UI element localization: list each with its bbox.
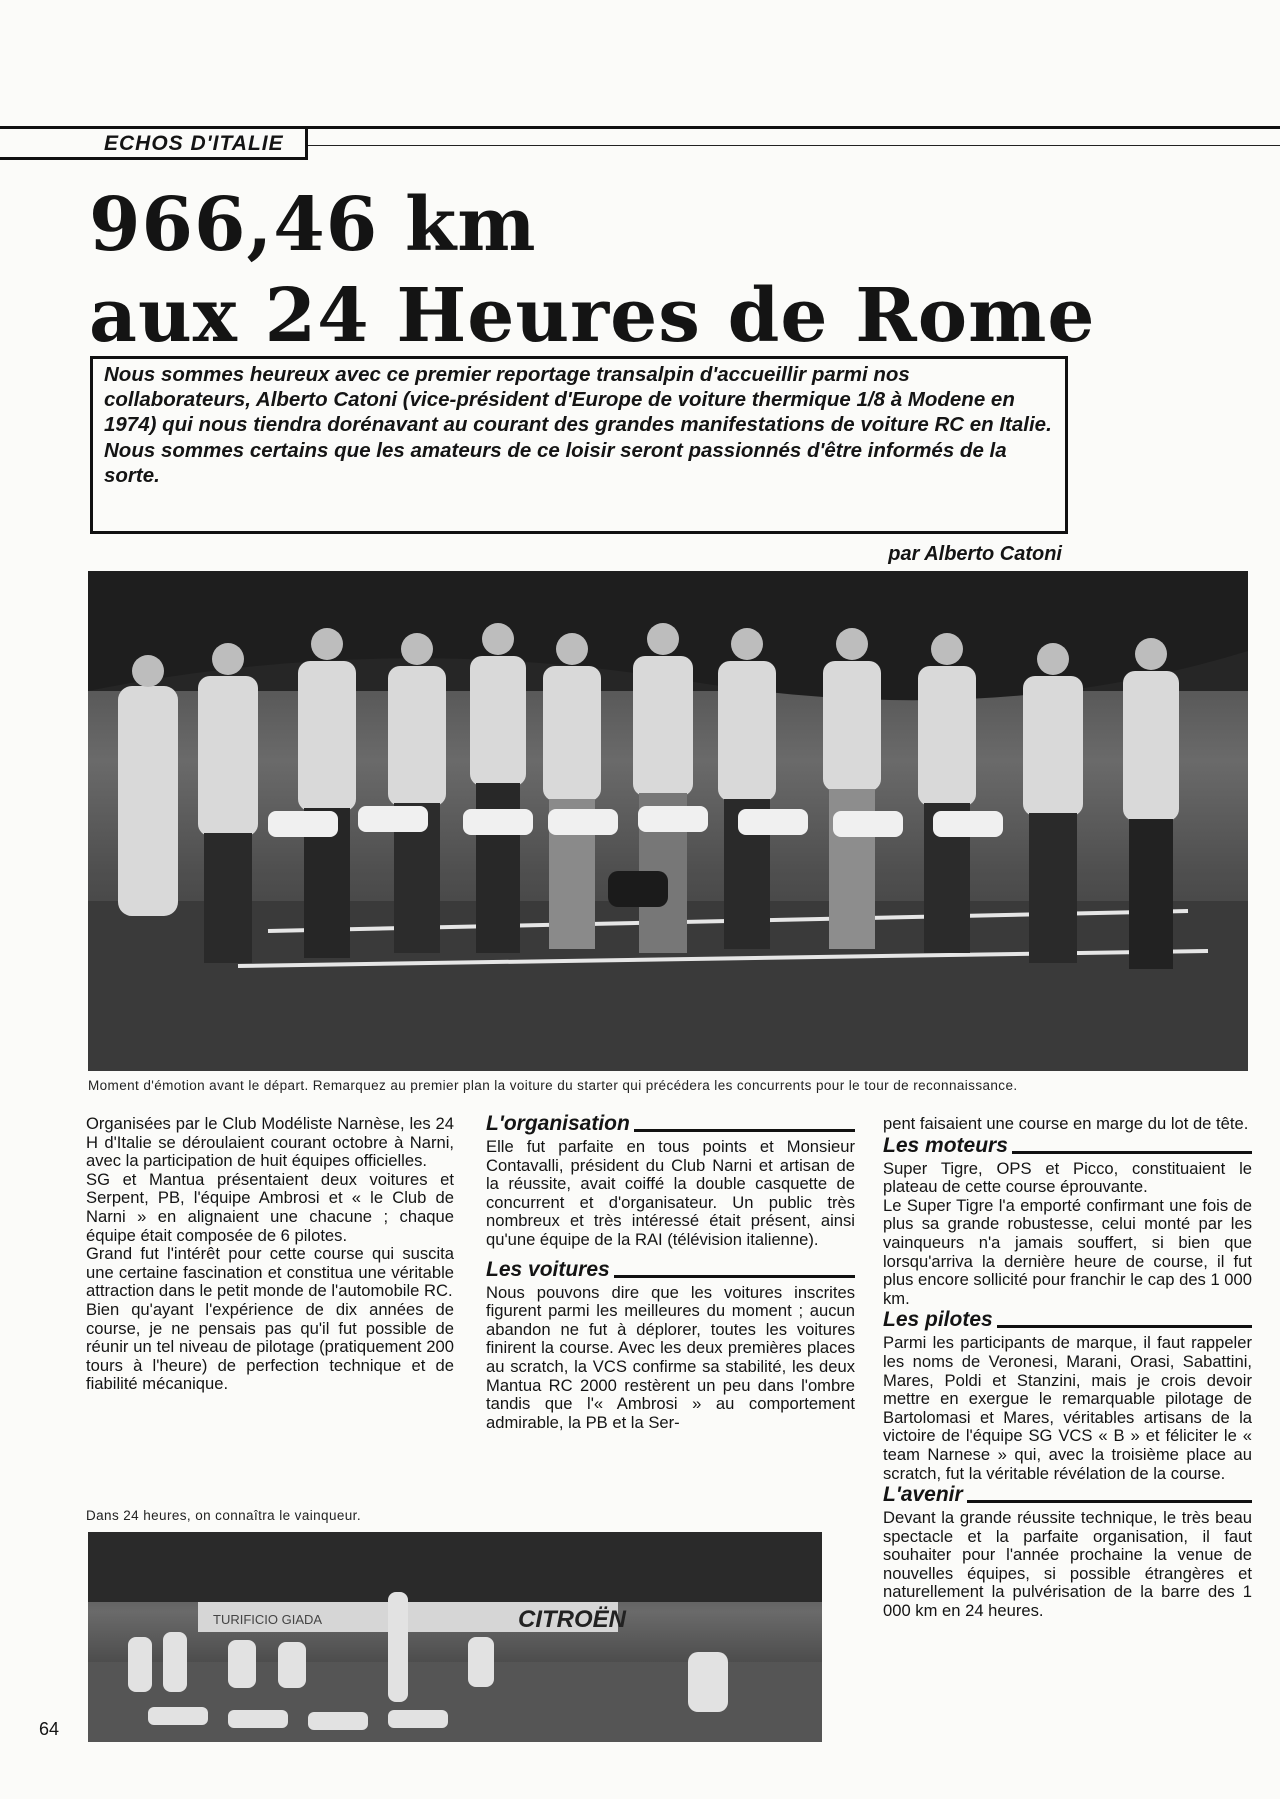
heading-voitures-label: Les voitures xyxy=(486,1258,614,1281)
col1-paragraph-4: Bien qu'ayant l'expérience de dix années de course, je ne pensais pas qu'il fut possible de réunir un tel niveau de pilotage (pratiquement 200 tours à l'heure) de perfection technique et de fiabilité mécanique. xyxy=(86,1299,454,1394)
heading-voitures xyxy=(486,1258,855,1282)
photo-caption-main: Moment d'émotion avant le départ. Remarquez au premier plan la voiture du starter qui précédera les concurrents pour le tour de reconnaissance. xyxy=(88,1078,1018,1093)
heading-moteurs xyxy=(883,1134,1252,1158)
heading-pilotes xyxy=(883,1308,1252,1332)
article-title xyxy=(89,180,1096,362)
banner-right-text: CITROËN xyxy=(518,1606,626,1633)
col3-paragraph-1a: Super Tigre, OPS et Picco, constituaient le plateau de cette course éprouvante. xyxy=(883,1158,1252,1197)
rubric-label: ECHOS D'ITALIE xyxy=(104,132,284,155)
photo-caption-bottom: Dans 24 heures, on connaîtra le vainqueur. xyxy=(86,1508,361,1523)
col2-paragraph-1: Elle fut parfaite en tous points et Monsieur Contavalli, président du Club Narni et artisan de la réussite, avait coiffé la double casquette de concurrent et d'organisateur. Un public très nombreux et très intéressé était présent, ainsi qu'une équipe de la RAI (télévision italienne). xyxy=(486,1137,855,1249)
article-column-3 xyxy=(883,1115,1252,1621)
photo-race-start-graphic xyxy=(88,1532,822,1742)
col2-paragraph-2: Nous pouvons dire que les voitures inscrites figurent parmi les meilleures du moment ; aucun abandon ne fut à déplorer, toutes les voitures finirent la course. Avec les deux premières places au scratch, la VCS confirme sa stabilité, les deux Mantua RC 2000 restèrent un peu dans l'ombre tandis que l'« Ambrosi » au comportement admirable, la PB et la Ser- xyxy=(486,1282,855,1432)
byline: par Alberto Catoni xyxy=(888,543,1062,565)
heading-avenir xyxy=(883,1483,1252,1507)
page-number: 64 xyxy=(39,1719,60,1739)
article-column-1 xyxy=(86,1115,454,1394)
article-column-2 xyxy=(486,1112,855,1432)
title-line-1: 966,46 km xyxy=(89,182,537,268)
heading-organisation-label: L'organisation xyxy=(486,1112,634,1135)
col1-paragraph-3: Grand fut l'intérêt pour cette course qui suscita une certaine fascination et constitua une véritable attraction dans le petit monde de l'automobile RC. xyxy=(86,1244,454,1301)
photo-drivers-lineup-graphic xyxy=(88,571,1248,1071)
col1-paragraph-1: Organisées par le Club Modéliste Narnèse, les 24 H d'Italie se déroulaient courant octobre à Narni, avec la participation de huit équipes officielles. xyxy=(86,1114,454,1171)
col3-paragraph-1b: Le Super Tigre l'a emporté confirmant une fois de plus sa grande robustesse, celui monté par les vainqueurs n'a jamais souffert, si bien que lorsqu'arriva la dernière heure de course, il fut plus encore sollicité pour franchir le cap des 1 000 km. xyxy=(883,1195,1252,1308)
photo-drivers-lineup xyxy=(88,571,1248,1071)
col3-paragraph-0: pent faisaient une course en marge du lot de tête. xyxy=(883,1114,1249,1133)
col1-paragraph-2: SG et Mantua présentaient deux voitures et Serpent, PB, l'équipe Ambrosi et « le Club de Narni » en alignaient une chacune ; chaque équipe était composée de 6 pilotes. xyxy=(86,1169,454,1245)
col3-paragraph-2: Parmi les participants de marque, il faut rappeler les noms de Veronesi, Marani, Orasi, Sabattini, Mares, Poldi et Stanzini, mais je crois devoir mettre en exergue le remarquable pilotage de Bartolomasi et Mares, véritables artisans de la victoire de l'équipe SG VCS « B » et féliciter le « team Narnese » qui, avec la troisième place au scratch, fut la véritable révélation de la course. xyxy=(883,1333,1252,1483)
col3-paragraph-3: Devant la grande réussite technique, le très beau spectacle et la parfaite organisation, il faut souhaiter pour l'année prochaine la venue de nouvelles équipes, si possible étrangères et naturellement la pulvérisation de la barre des 1 000 km en 24 heures. xyxy=(883,1508,1252,1621)
heading-organisation xyxy=(486,1112,855,1136)
banner-left-text: TURIFICIO GIADA xyxy=(213,1612,323,1627)
photo-race-start xyxy=(88,1532,822,1742)
heading-avenir-label: L'avenir xyxy=(883,1483,967,1506)
rubric-rule xyxy=(308,145,1280,146)
heading-moteurs-label: Les moteurs xyxy=(883,1134,1012,1157)
intro-text: Nous sommes heureux avec ce premier reportage transalpin d'accueillir parmi nos collaborateurs, Alberto Catoni (vice-président d'Europe de voiture thermique 1/8 à Modene en 1974) qui nous tiendra dorénavant au courant des grandes manifestations de voiture RC en Italie. Nous sommes certains que les amateurs de ce loisir seront passionnés d'être informés de la sorte. xyxy=(104,363,1052,487)
title-line-2: aux 24 Heures de Rome xyxy=(89,273,1096,359)
heading-pilotes-label: Les pilotes xyxy=(883,1308,997,1331)
